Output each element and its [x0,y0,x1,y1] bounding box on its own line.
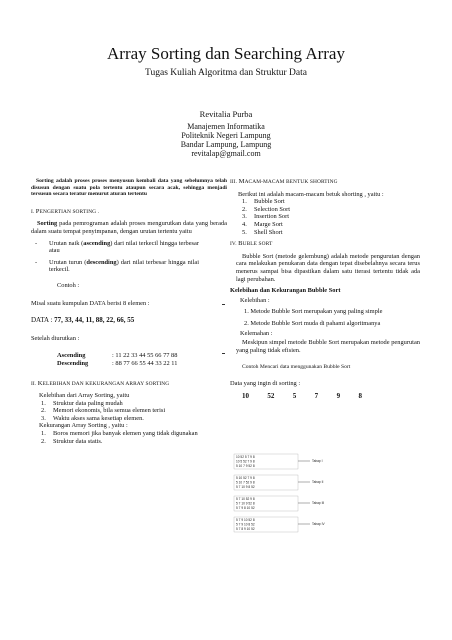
stage-2 [234,475,323,490]
sorting-data-label: Data yang ingin di sorting : [230,379,301,387]
author-city: Bandar Lampung, Lampung [180,140,272,149]
author-dept: Manajemen Informatika [187,122,265,131]
svg-text:5 7 10 9 52 8: 5 7 10 9 52 8 [236,501,255,506]
svg-text:5 7 9 8 10 52: 5 7 9 8 10 52 [236,506,255,510]
list-item [242,229,420,237]
right-column [230,178,420,401]
example-title: Contoh Mencari data menggunakan Bubble Sort [242,364,351,371]
column-mark [222,304,225,305]
stage-4 [234,517,325,532]
list-item [41,407,227,415]
svg-text:5 7 10 52 9 8: 5 7 10 52 9 8 [236,497,255,501]
value-item: 9 [336,392,341,401]
section-cap: K [37,379,43,387]
bubble-sort-diagram [232,452,352,542]
section-heading-2 [31,380,227,389]
item-text: Bubble Sort [254,198,285,206]
data-label: DATA : [31,316,55,325]
item-text: Marge Sort [254,220,283,228]
list-item [242,213,420,221]
column-mark [222,353,225,354]
list-item [35,259,227,274]
value-item: 8 [358,392,362,401]
dash-mark: - [35,258,38,266]
sorting-values [242,393,362,401]
item-text: Struktur data statis. [53,437,103,445]
item-number: 3. [41,414,46,422]
section-rest: ENGERTIAN SORTING . [39,208,100,215]
list-item [41,400,227,408]
item-text: Insertion Sort [254,213,289,221]
stage-label: Tahap IV [312,522,325,526]
section-number: IV. [230,241,237,248]
item-text: Shell Short [254,228,283,236]
left-column [31,178,227,445]
data-values: 77, 33, 44, 11, 88, 22, 66, 55 [54,316,135,325]
value-item: 10 [242,392,249,401]
ascending-label: Ascending [57,352,86,360]
list-item-bold: ascending [83,239,111,247]
item-text: Waktu akses sama kesetiap elemen. [53,414,144,422]
kelebihan-label: Kelebihan : [240,296,270,304]
stage-3 [234,496,324,511]
section-heading-1 [31,208,227,217]
sort-kinds-list [242,198,420,236]
descending-label: Descending [57,359,89,367]
item-number: 1. [41,399,46,407]
list-item-text [49,240,199,255]
item-text: Struktur data paling mudah [53,399,123,407]
ascending-values: : 11 22 33 44 55 66 77 88 [112,352,178,360]
kelebihan-intro: Kelebihan dari Array Sorting, yaitu [39,392,130,400]
list-item [242,221,420,229]
author-name: Revitalia Purba [199,109,253,119]
svg-text:5 10 7 9 52 8: 5 10 7 9 52 8 [236,464,255,468]
svg-text:5 10 7 52 9 8: 5 10 7 52 9 8 [236,480,255,485]
kelemahan-label: Kelemahan : [240,329,273,337]
section-number: III. [230,179,238,185]
author-block [0,110,452,158]
section-heading-4 [230,240,420,249]
bubble-sort-definition: Bubble Sort (metode gelembung) adalah metode pengurutan dengan cara melakukan penukaran data dengan tepat disebelahnya secara terus menerus sampai bisa dipastikan dalam satu iterasi tertentu tidak ada lagi perubahan. [236,252,420,283]
kelebihan-item: 2. Metode Bubble Sort muda di pahami algoritmanya [244,319,381,327]
item-number: 2. [41,407,46,415]
stage-label: Tahap II [312,480,324,484]
misal-text: Misal suatu kumpulan DATA berisi 8 elemen : [31,299,150,307]
list-item-post: ) dari nilai terbesar hingga nilai terkecil. [49,258,200,274]
section-number: II. [31,380,37,387]
stage-label: Tahap III [312,501,325,505]
svg-text:10 5 52 7 9 8: 10 5 52 7 9 8 [236,459,255,464]
list-item-bold: descending [86,258,117,266]
kekurangan-intro: Kekurangan Array Sorting , yaitu : [39,422,128,430]
svg-text:5 7 10 9 8 52: 5 7 10 9 8 52 [236,485,255,489]
value-item: 52 [267,392,275,401]
svg-text:5 7 8 9 10 52: 5 7 8 9 10 52 [236,527,255,531]
item-text: Boros memori jika banyak elemen yang tidak digunakan [53,430,198,438]
paper-title: Array Sorting dan Searching Array [107,44,345,63]
data-line [31,317,227,325]
list-item-text [49,259,199,274]
section-cap: B [238,240,243,248]
item-number: 2. [242,205,247,213]
sorting-lead: Sorting [37,220,58,228]
paper-subtitle: Tugas Kuliah Algoritma dan Struktur Data [145,68,307,78]
section-rest: UBLE SORT [242,241,273,248]
list-item [41,415,227,423]
svg-text:5 10 52 7 9 8: 5 10 52 7 9 8 [236,476,255,480]
list-item [41,430,227,438]
svg-text:5 7 9 10 52 8: 5 7 9 10 52 8 [236,518,255,522]
list-item-pre: Urutan naik ( [49,239,84,247]
value-item: 7 [314,392,319,401]
section-rest: ELEBIHAN DAN KEKURANGAN ARRAY SORTING [42,380,170,387]
svg-text:5 7 9 10 8 52: 5 7 9 10 8 52 [236,522,255,527]
item-number: 3. [242,213,247,221]
item-number: 5. [242,228,247,236]
ascending-row [57,352,227,360]
author-email: revitalap@gmail.com [191,149,261,158]
kelemahan-text: Meskipun simpel metode Bubble Sort merupakan metode pengurutan yang paling tidak efisien. [236,339,420,354]
list-item [41,438,227,446]
sorting-text: pada pemrograman adalah proses mengurutkan data yang berada dalam suatu tempat penyimpanan, dengan urutan tertentu yaitu [31,220,227,235]
list-item-post: ) dari nilai terkecil hingga terbesar atau [49,239,200,255]
kelebihan-block [39,392,227,445]
section-number: I. [31,208,35,215]
kelebihan-item: 1. Metode Bubble Sort merupakan yang paling simple [244,308,383,316]
list-item-pre: Urutan turun ( [49,258,87,266]
item-number: 4. [242,220,247,228]
section-rest: ACAM-MACAM BENTUK SHORTING [244,179,338,185]
descending-values: : 88 77 66 55 44 33 22 11 [112,359,178,367]
abstract: Sorting adalah proses proses menyusun kembali data yang sebelumnya telah disusun dengan suatu pola tertentu ataupun secara acak, sehingga menjadi tersusun secara teratur menurut aturan tertentu [31,178,227,198]
item-number: 1. [41,430,46,438]
list-item [242,198,420,206]
svg-text:10 52 5 7 9 8: 10 52 5 7 9 8 [236,455,255,459]
item-number: 2. [41,437,46,445]
bubble-sort-diagram-svg [232,452,352,542]
list-item [242,206,420,214]
contoh-label: Contoh : [57,281,80,289]
sorting-definition [31,220,227,235]
stage-label: Tahap I [312,459,323,463]
sorted-results [57,352,227,367]
dash-mark: - [35,239,38,247]
section-heading-3 [230,178,420,187]
sort-kinds-intro: Berikut ini adalah macam-macam betuk shorting , yaitu : [238,190,384,198]
section-cap: P [35,207,40,215]
after-sort-text: Setelah diurutkan : [31,334,80,342]
item-number: 1. [242,198,247,206]
stage-1 [234,454,323,469]
item-text: Selection Sort [254,205,291,213]
kk-title: Kelebihan dan Kekurangan Bubble Sort [230,287,341,295]
value-item: 5 [292,392,297,401]
author-institution: Politeknik Negeri Lampung [181,131,271,140]
descending-row [57,360,227,368]
item-text: Memori ekonomis, bila semua elemen terisi [53,407,166,415]
list-item [35,240,227,255]
section-cap: M [238,178,245,185]
